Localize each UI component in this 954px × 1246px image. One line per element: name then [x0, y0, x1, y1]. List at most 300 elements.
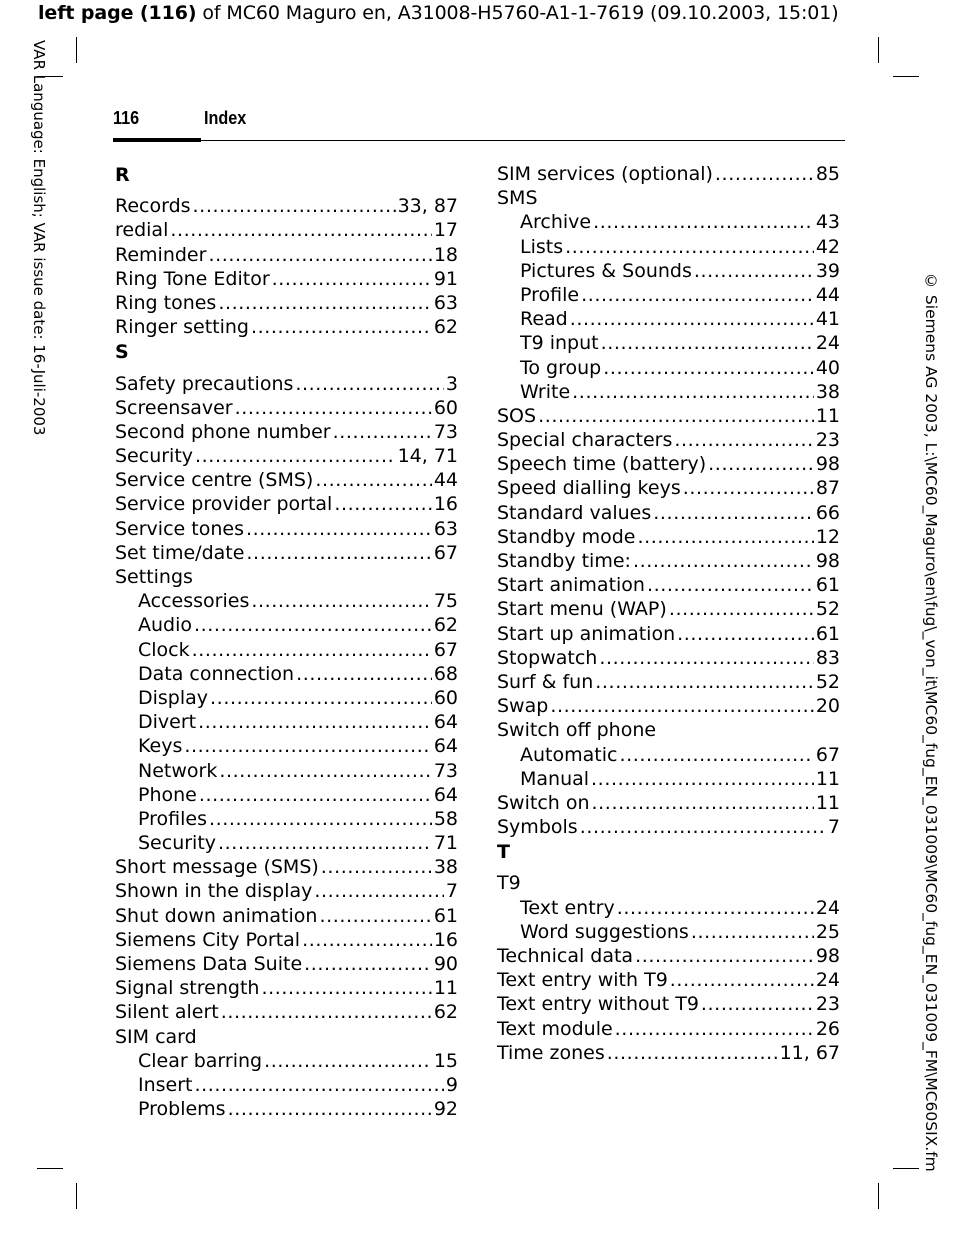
- crop-mark: [878, 1183, 879, 1209]
- page-reference: 52: [815, 598, 840, 621]
- index-entry: [497, 694, 840, 718]
- index-term: Text module: [497, 1017, 613, 1040]
- leader-dots: [581, 283, 814, 307]
- index-subentry: [115, 831, 458, 855]
- page-reference: 16: [433, 493, 458, 516]
- index-entry: [497, 1041, 840, 1065]
- page-reference: 98: [815, 550, 840, 572]
- page-reference: 33, 87: [397, 195, 458, 218]
- page-reference: 24: [815, 969, 840, 992]
- index-entry: [115, 879, 458, 903]
- leader-dots: [669, 597, 814, 621]
- leader-dots: [315, 468, 431, 492]
- index-entry: [115, 420, 458, 444]
- index-subentry: [497, 307, 840, 331]
- index-term: Archive: [520, 211, 592, 234]
- page-reference: 26: [815, 1017, 840, 1040]
- index-entry: [497, 162, 840, 186]
- index-entry: [115, 1000, 458, 1024]
- index-term: Clear barring: [138, 1049, 263, 1072]
- index-subentry: [115, 1049, 458, 1073]
- index-term: R: [115, 164, 130, 186]
- leader-dots: [295, 372, 444, 396]
- leader-dots: [261, 976, 431, 1000]
- page-reference: 63: [433, 291, 458, 314]
- page-reference: 92: [433, 1098, 458, 1121]
- index-term: Short message (SMS): [115, 856, 319, 879]
- index-group-heading: [115, 565, 458, 589]
- index-entry: [497, 501, 840, 525]
- page-reference: 23: [815, 429, 840, 452]
- leader-dots: [550, 694, 814, 718]
- index-subentry: [115, 807, 458, 831]
- page-reference: 38: [433, 856, 458, 879]
- index-column-right: [497, 162, 840, 1065]
- index-subentry: [115, 686, 458, 710]
- index-entry: [115, 541, 458, 565]
- page-reference: 18: [433, 243, 458, 266]
- leader-dots: [209, 807, 432, 831]
- page-reference: 60: [433, 686, 458, 709]
- index-term: Standard values: [497, 501, 652, 524]
- index-term: Speed dialling keys: [497, 477, 681, 500]
- index-entry: [115, 315, 458, 339]
- leader-dots: [647, 573, 814, 597]
- index-subentry: [115, 1073, 458, 1097]
- index-column-left: [115, 162, 458, 1121]
- page-reference: 61: [815, 622, 840, 645]
- index-entry: [115, 928, 458, 952]
- page-reference: 24: [815, 896, 840, 919]
- page-reference: 52: [815, 670, 840, 693]
- page-title: Index: [204, 108, 247, 128]
- leader-dots: [272, 267, 432, 291]
- index-term: Audio: [138, 614, 193, 637]
- page-reference: 11: [815, 791, 840, 814]
- index-entry: [497, 525, 840, 549]
- index-entry: [115, 243, 458, 267]
- page-reference: 68: [433, 662, 458, 685]
- leader-dots: [334, 492, 431, 516]
- crop-mark: [878, 37, 879, 63]
- index-term: Lists: [520, 235, 564, 258]
- index-entry: [497, 815, 840, 839]
- index-term: Write: [520, 380, 571, 403]
- index-term: T9: [497, 872, 521, 895]
- index-term: Special characters: [497, 429, 673, 452]
- leader-dots: [572, 380, 814, 404]
- index-term: Security: [138, 832, 217, 855]
- index-entry: [497, 549, 840, 573]
- index-term: Accessories: [138, 590, 250, 613]
- page-reference: 24: [815, 332, 840, 355]
- leader-dots: [565, 235, 814, 259]
- index-subentry: [497, 331, 840, 355]
- index-entry: [497, 452, 840, 476]
- index-subentry: [497, 235, 840, 259]
- leader-dots: [701, 992, 814, 1016]
- leader-dots: [653, 501, 814, 525]
- leader-dots: [251, 315, 432, 339]
- index-term: Swap: [497, 695, 549, 718]
- index-term: Records: [115, 195, 191, 218]
- page-reference: 15: [433, 1049, 458, 1072]
- index-term: Ring tones: [115, 291, 217, 314]
- page-reference: 75: [433, 590, 458, 613]
- index-subentry: [115, 734, 458, 758]
- index-entry: [497, 968, 840, 992]
- index-term: SIM card: [115, 1025, 197, 1048]
- leader-dots: [314, 879, 444, 903]
- index-term: redial: [115, 219, 169, 242]
- index-term: Keys: [138, 735, 183, 758]
- crop-mark: [893, 1168, 919, 1169]
- leader-dots: [570, 307, 814, 331]
- page-reference: 20: [815, 695, 840, 718]
- leader-dots: [193, 194, 396, 218]
- side-note-file-path: © Siemens AG 2003, L:\MC60_Maguro\en\fug\_von_it\MC60_fug_EN_031009\MC60_fug_EN_031009_FM\MC60SIX.fm: [922, 272, 940, 1172]
- index-term: Automatic: [520, 743, 618, 766]
- leader-dots: [296, 662, 432, 686]
- leader-dots: [195, 1073, 444, 1097]
- index-entry: [497, 1017, 840, 1041]
- page-reference: 17: [433, 219, 458, 242]
- leader-dots: [601, 331, 814, 355]
- index-entry: [115, 952, 458, 976]
- leader-dots: [592, 791, 814, 815]
- index-term: Service tones: [115, 517, 244, 540]
- leader-dots: [603, 356, 814, 380]
- index-term: Phone: [138, 783, 197, 806]
- leader-dots: [599, 646, 813, 670]
- index-subentry: [497, 356, 840, 380]
- leader-dots: [198, 710, 432, 734]
- index-term: Screensaver: [115, 396, 233, 419]
- index-entry: [497, 622, 840, 646]
- index-term: Manual: [520, 767, 590, 790]
- leader-dots: [264, 1049, 432, 1073]
- page-reference: 39: [815, 259, 840, 282]
- page-reference: 61: [815, 574, 840, 597]
- page-reference: 44: [815, 283, 840, 306]
- index-letter-heading: [115, 339, 458, 371]
- index-term: SMS: [497, 187, 538, 210]
- index-entry: [497, 944, 840, 968]
- index-group-heading: [115, 1025, 458, 1049]
- leader-dots: [615, 1017, 814, 1041]
- index-letter-heading: [497, 839, 840, 871]
- page-reference: 62: [433, 614, 458, 637]
- leader-dots: [246, 541, 431, 565]
- leader-dots: [694, 259, 814, 283]
- index-term: Switch off phone: [497, 719, 657, 742]
- leader-dots: [538, 404, 814, 428]
- index-subentry: [115, 638, 458, 662]
- index-entry: [115, 492, 458, 516]
- page-reference: 11: [433, 977, 458, 1000]
- leader-dots: [670, 968, 814, 992]
- page-reference: 40: [815, 356, 840, 379]
- page-reference: 62: [433, 316, 458, 339]
- index-term: Data connection: [138, 662, 295, 685]
- index-term: Start up animation: [497, 622, 676, 645]
- leader-dots: [304, 952, 432, 976]
- index-entry: [115, 291, 458, 315]
- index-subentry: [497, 920, 840, 944]
- page-reference: 11: [815, 404, 840, 427]
- index-term: Siemens Data Suite: [115, 953, 303, 975]
- header-rule-accent: [113, 138, 201, 142]
- page-reference: 60: [433, 396, 458, 419]
- index-term: Start animation: [497, 574, 645, 597]
- leader-dots: [192, 638, 432, 662]
- crop-mark: [37, 1168, 63, 1169]
- leader-dots: [195, 444, 396, 468]
- index-subentry: [115, 710, 458, 734]
- page-reference: 58: [433, 807, 458, 830]
- index-entry: [497, 404, 840, 428]
- index-subentry: [115, 759, 458, 783]
- index-subentry: [497, 743, 840, 767]
- page-reference: 83: [815, 646, 840, 669]
- index-entry: [497, 646, 840, 670]
- index-subentry: [497, 767, 840, 791]
- leader-dots: [194, 613, 432, 637]
- page-reference: 71: [433, 832, 458, 855]
- index-term: Safety precautions: [115, 372, 294, 395]
- index-entry: [115, 372, 458, 396]
- leader-dots: [633, 549, 814, 573]
- page-reference: 67: [433, 638, 458, 661]
- index-term: S: [115, 341, 129, 364]
- index-term: Stopwatch: [497, 646, 598, 669]
- index-term: SOS: [497, 404, 537, 427]
- index-term: SIM services (optional): [497, 163, 713, 185]
- page-reference: 38: [815, 380, 840, 403]
- leader-dots: [691, 920, 814, 944]
- index-term: Signal strength: [115, 977, 260, 1000]
- page-reference: 64: [433, 735, 458, 758]
- index-entry: [497, 791, 840, 815]
- index-subentry: [115, 589, 458, 613]
- index-term: Network: [138, 759, 218, 782]
- page-reference: 14, 71: [397, 445, 458, 468]
- crop-mark: [76, 37, 77, 63]
- leader-dots: [319, 904, 431, 928]
- leader-dots: [333, 420, 432, 444]
- index-subentry: [497, 210, 840, 234]
- leader-dots: [208, 243, 431, 267]
- index-subentry: [497, 259, 840, 283]
- index-group-heading: [497, 718, 840, 742]
- index-term: Surf & fun: [497, 670, 594, 693]
- index-term: Start menu (WAP): [497, 598, 667, 621]
- index-term: Shut down animation: [115, 904, 318, 927]
- index-term: To group: [520, 356, 602, 379]
- page-reference: 67: [433, 541, 458, 564]
- index-term: Siemens City Portal: [115, 928, 301, 951]
- page-reference: 64: [433, 711, 458, 734]
- index-subentry: [497, 380, 840, 404]
- page-reference: 85: [815, 163, 840, 185]
- page-reference: 62: [433, 1001, 458, 1024]
- leader-dots: [595, 670, 814, 694]
- leader-dots: [593, 210, 814, 234]
- index-term: Silent alert: [115, 1001, 219, 1024]
- page-reference: 91: [433, 267, 458, 290]
- index-subentry: [115, 613, 458, 637]
- page-reference: 9: [445, 1073, 458, 1096]
- index-entry: [115, 468, 458, 492]
- index-group-heading: [497, 871, 840, 895]
- index-term: Problems: [138, 1098, 226, 1121]
- index-term: Symbols: [497, 816, 578, 839]
- leader-dots: [321, 855, 432, 879]
- page-reference: 67: [815, 743, 840, 766]
- leader-dots: [619, 743, 813, 767]
- index-subentry: [115, 1097, 458, 1121]
- index-entry: [115, 194, 458, 218]
- index-group-heading: [497, 186, 840, 210]
- print-header-info: of MC60 Maguro en, A31008-H5760-A1-1-7619 (09.10.2003, 15:01): [196, 2, 839, 24]
- index-entry: [115, 904, 458, 928]
- leader-dots: [184, 734, 431, 758]
- crop-mark: [893, 76, 919, 77]
- leader-dots: [635, 944, 814, 968]
- page-reference: 42: [815, 235, 840, 258]
- page-reference: 73: [433, 759, 458, 782]
- index-entry: [497, 476, 840, 500]
- index-subentry: [115, 783, 458, 807]
- page-reference: 16: [433, 928, 458, 951]
- page-reference: 87: [815, 477, 840, 500]
- leader-dots: [219, 759, 431, 783]
- index-entry: [497, 670, 840, 694]
- page-reference: 73: [433, 420, 458, 443]
- index-term: Switch on: [497, 791, 590, 814]
- page-reference: 64: [433, 783, 458, 806]
- index-term: Divert: [138, 711, 197, 734]
- leader-dots: [677, 622, 814, 646]
- index-term: Insert: [138, 1073, 193, 1096]
- index-entry: [497, 428, 840, 452]
- index-term: Settings: [115, 566, 193, 588]
- index-term: Profile: [520, 283, 580, 306]
- index-term: Second phone number: [115, 420, 331, 443]
- index-term: Profiles: [138, 807, 207, 830]
- index-entry: [497, 573, 840, 597]
- leader-dots: [617, 896, 814, 920]
- index-term: Word suggestions: [520, 920, 689, 943]
- leader-dots: [235, 396, 432, 420]
- leader-dots: [251, 589, 431, 613]
- index-term: Ringer setting: [115, 316, 249, 339]
- leader-dots: [218, 291, 431, 315]
- index-entry: [115, 976, 458, 1000]
- index-term: Pictures & Sounds: [520, 259, 692, 282]
- index-subentry: [497, 283, 840, 307]
- page-reference: 7: [445, 880, 458, 903]
- leader-dots: [683, 476, 814, 500]
- print-header: [38, 2, 839, 24]
- index-subentry: [497, 896, 840, 920]
- print-header-page: left page (116): [38, 2, 197, 24]
- index-entry: [115, 267, 458, 291]
- index-entry: [115, 444, 458, 468]
- index-term: Clock: [138, 638, 190, 661]
- page-reference: 63: [433, 517, 458, 540]
- page-reference: 23: [815, 993, 840, 1016]
- index-term: Set time/date: [115, 541, 245, 564]
- leader-dots: [210, 686, 432, 710]
- leader-dots: [715, 162, 814, 186]
- leader-dots: [199, 783, 432, 807]
- leader-dots: [302, 928, 432, 952]
- page-reference: 25: [815, 920, 840, 943]
- page-reference: 7: [827, 816, 840, 839]
- index-term: Security: [115, 445, 194, 468]
- leader-dots: [170, 218, 431, 242]
- page-reference: 12: [815, 525, 840, 548]
- index-term: Text entry: [520, 896, 615, 919]
- page-reference: 11, 67: [779, 1041, 840, 1064]
- index-term: Speech time (battery): [497, 453, 707, 476]
- index-term: Standby mode: [497, 525, 636, 548]
- index-letter-heading: [115, 162, 458, 194]
- page-reference: 44: [433, 469, 458, 492]
- index-entry: [497, 597, 840, 621]
- page-reference: 43: [815, 211, 840, 234]
- leader-dots: [591, 767, 814, 791]
- index-term: Reminder: [115, 243, 207, 266]
- index-term: T: [497, 841, 510, 864]
- index-term: Display: [138, 686, 209, 709]
- index-term: Shown in the display: [115, 880, 313, 903]
- crop-mark: [76, 1183, 77, 1209]
- index-entry: [115, 517, 458, 541]
- index-term: Time zones: [497, 1041, 605, 1064]
- index-entry: [115, 855, 458, 879]
- index-entry: [115, 218, 458, 242]
- index-term: Standby time:: [497, 550, 631, 572]
- page-reference: 41: [815, 308, 840, 331]
- page-reference: 11: [815, 767, 840, 790]
- index-term: T9 input: [520, 332, 599, 355]
- page-number: 116: [113, 108, 140, 128]
- index-term: Read: [520, 308, 568, 331]
- index-entry: [115, 396, 458, 420]
- index-term: Text entry without T9: [497, 993, 699, 1016]
- leader-dots: [607, 1041, 778, 1065]
- index-term: Ring Tone Editor: [115, 267, 270, 290]
- page-reference: 90: [433, 953, 458, 975]
- index-subentry: [115, 662, 458, 686]
- index-term: Service provider portal: [115, 493, 333, 516]
- leader-dots: [221, 1000, 432, 1024]
- index-entry: [497, 992, 840, 1016]
- side-note-language: VAR Language: English; VAR issue date: 16-Juli-2003: [30, 40, 48, 436]
- leader-dots: [246, 517, 432, 541]
- page-reference: 61: [433, 904, 458, 927]
- index-term: Text entry with T9: [497, 969, 668, 992]
- leader-dots: [708, 452, 814, 476]
- index-term: Service centre (SMS): [115, 469, 314, 492]
- index-term: Technical data: [497, 945, 634, 967]
- page-reference: 98: [815, 453, 840, 476]
- leader-dots: [218, 831, 432, 855]
- page-reference: 66: [815, 501, 840, 524]
- page-reference: 3: [445, 372, 458, 395]
